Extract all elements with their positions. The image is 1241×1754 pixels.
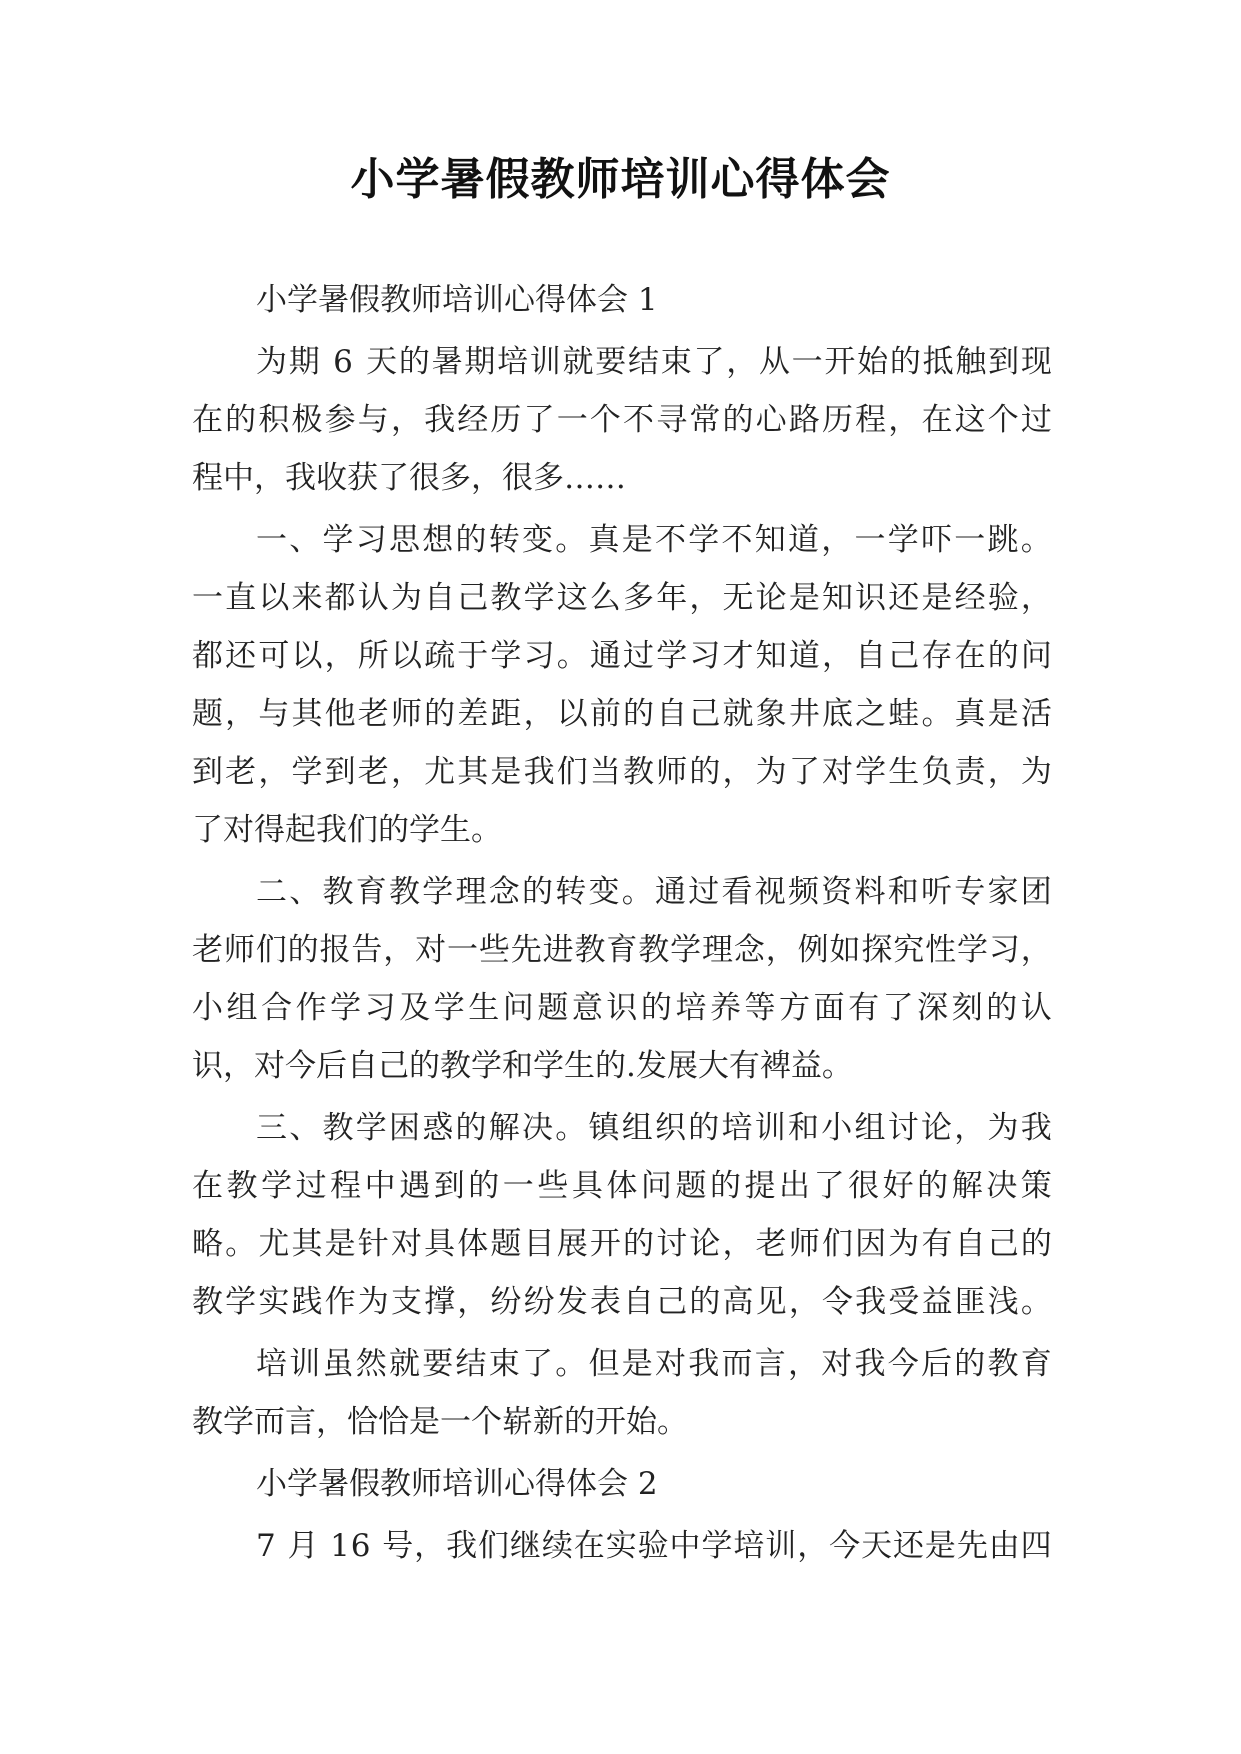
paragraph-line: 识，对今后自己的教学和学生的.发展大有裨益。 [192, 1048, 853, 1084]
paragraph-line: 培 训 虽 然 就 要 结 束 了 。 但 是 对 我 而 言 ， 对 我 今 后 的 教 育 [256, 1346, 1052, 1382]
paragraph-line: 在 的 积 极 参 与 ， 我 经 历 了 一 个 不 寻 常 的 心 路 历 程 ， 在 这 个 过 [192, 402, 1052, 438]
paragraph-line: 都 还 可 以 ， 所 以 疏 于 学 习 。 通 过 学 习 才 知 道 ， 自 己 存 在 的 问 [192, 638, 1052, 674]
paragraph-line: 到 老 ， 学 到 老 ， 尤 其 是 我 们 当 教 师 的 ， 为 了 对 学 生 负 责 ， 为 [192, 754, 1052, 790]
paragraph-line: 三 、 教 学 困 惑 的 解 决 。 镇 组 织 的 培 训 和 小 组 讨 论 ， 为 我 [256, 1110, 1052, 1146]
paragraph-line: 一 直 以 来 都 认 为 自 己 教 学 这 么 多 年 ， 无 论 是 知 识 还 是 经 验 ， [192, 580, 1052, 616]
paragraph-line: 小 组 合 作 学 习 及 学 生 问 题 意 识 的 培 养 等 方 面 有 了 深 刻 的 认 [192, 990, 1052, 1026]
paragraph-line: 在 教 学 过 程 中 遇 到 的 一 些 具 体 问 题 的 提 出 了 很 好 的 解 决 策 [192, 1168, 1052, 1204]
paragraph-line: 略 。 尤 其 是 针 对 具 体 题 目 展 开 的 讨 论 ， 老 师 们 因 为 有 自 己 的 [192, 1226, 1052, 1262]
paragraph-line: 一 、 学 习 思 想 的 转 变 。 真 是 不 学 不 知 道 ， 一 学 吓 一 跳 。 [256, 522, 1052, 558]
section-heading-1: 小学暑假教师培训心得体会 1 [256, 282, 658, 318]
paragraph-line: 题 ， 与 其 他 老 师 的 差 距 ， 以 前 的 自 己 就 象 井 底 之 蛙 。 真 是 活 [192, 696, 1052, 732]
paragraph-line: 教 学 实 践 作 为 支 撑 ， 纷 纷 发 表 自 己 的 高 见 ， 令 我 受 益 匪 浅 。 [192, 1284, 1052, 1320]
document-title: 小学暑假教师培训心得体会 [350, 154, 891, 205]
paragraph-line: 二 、 教 育 教 学 理 念 的 转 变 。 通 过 看 视 频 资 料 和 听 专 家 团 [256, 874, 1052, 910]
paragraph-line: 7 月 1 6 号 ， 我 们 继 续 在 实 验 中 学 培 训 ， 今 天 还 是 先 由 四 [256, 1528, 1052, 1564]
paragraph-line: 程中，我收获了很多，很多…… [192, 460, 626, 496]
section-heading-2: 小学暑假教师培训心得体会 2 [256, 1466, 658, 1502]
paragraph-line: 教学而言，恰恰是一个崭新的开始。 [192, 1404, 688, 1440]
paragraph-line: 老 师 们 的 报 告 ， 对 一 些 先 进 教 育 教 学 理 念 ， 例 如 探 究 性 学 习 ， [192, 932, 1052, 968]
paragraph-line: 了对得起我们的学生。 [192, 812, 502, 848]
paragraph-line: 为 期 6 天 的 暑 期 培 训 就 要 结 束 了 ， 从 一 开 始 的 抵 触 到 现 [256, 344, 1052, 380]
